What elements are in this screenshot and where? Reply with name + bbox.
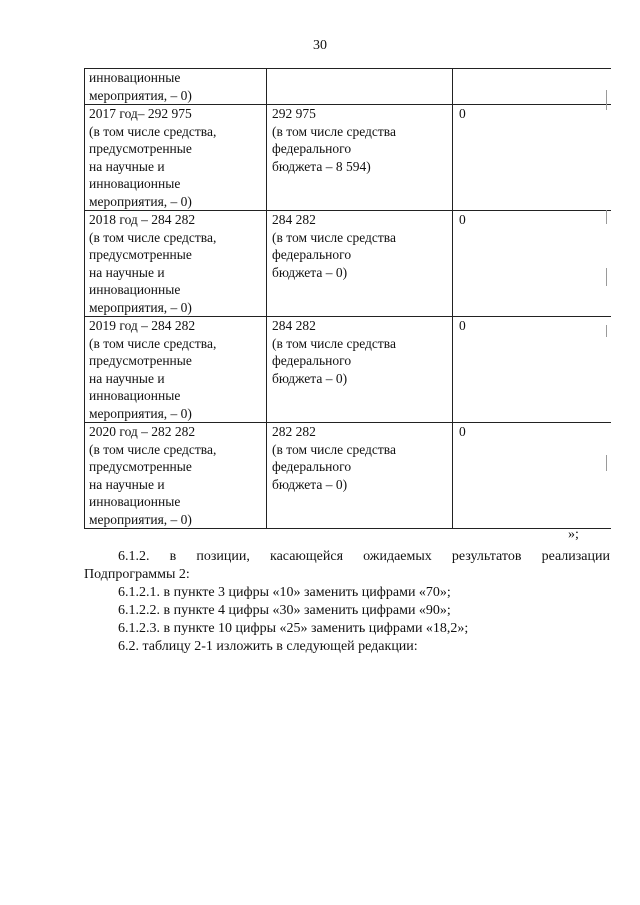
table-cell-other: 0 xyxy=(453,423,612,529)
table-cell-other: 0 xyxy=(453,317,612,423)
paragraph-6-1-2-2: 6.1.2.2. в пункте 4 цифры «30» заменить цифрами «90»; xyxy=(118,603,451,618)
page-number: 30 xyxy=(313,38,327,53)
paragraph-6-1-2-3: 6.1.2.3. в пункте 10 цифры «25» заменить цифрами «18,2»; xyxy=(118,621,469,636)
table-cell-period: 2018 год – 284 282 (в том числе средства, предусмотренные на научные и инновационные мероприятия, – 0) xyxy=(85,211,267,317)
table-row xyxy=(85,69,612,105)
table-row xyxy=(85,317,612,423)
table-cell-other xyxy=(453,69,612,105)
table-row xyxy=(85,423,612,529)
paragraph-6-2: 6.2. таблицу 2-1 изложить в следующей редакции: xyxy=(118,639,418,654)
table-cell-period: 2019 год – 284 282 (в том числе средства, предусмотренные на научные и инновационные мероприятия, – 0) xyxy=(85,317,267,423)
table-cell-other: 0 xyxy=(453,211,612,317)
table-row xyxy=(85,105,612,211)
table-row xyxy=(85,211,612,317)
table-cell-amount: 284 282 (в том числе средства федерального бюджета – 0) xyxy=(267,317,453,423)
funding-table xyxy=(84,68,611,529)
table-cell-amount xyxy=(267,69,453,105)
paragraph-6-1-2-1: 6.1.2.1. в пункте 3 цифры «10» заменить цифрами «70»; xyxy=(118,585,451,600)
table-cell-amount: 292 975 (в том числе средства федерального бюджета – 8 594) xyxy=(267,105,453,211)
table-cell-amount: 282 282 (в том числе средства федерального бюджета – 0) xyxy=(267,423,453,529)
closing-quote: »; xyxy=(568,527,579,542)
table-cell-amount: 284 282 (в том числе средства федерального бюджета – 0) xyxy=(267,211,453,317)
table-cell-period: 2017 год– 292 975 (в том числе средства, предусмотренные на научные и инновационные мероприятия, – 0) xyxy=(85,105,267,211)
table-cell-period: 2020 год – 282 282 (в том числе средства, предусмотренные на научные и инновационные мероприятия, – 0) xyxy=(85,423,267,529)
table-cell-other: 0 xyxy=(453,105,612,211)
paragraph-6-1-2: 6.1.2. в позиции, касающейся ожидаемых результатов реализации xyxy=(118,549,610,564)
scan-edge-marks xyxy=(606,60,610,530)
table-cell-period: инновационные мероприятия, – 0) xyxy=(85,69,267,105)
paragraph-6-1-2-continuation: Подпрограммы 2: xyxy=(84,567,190,582)
